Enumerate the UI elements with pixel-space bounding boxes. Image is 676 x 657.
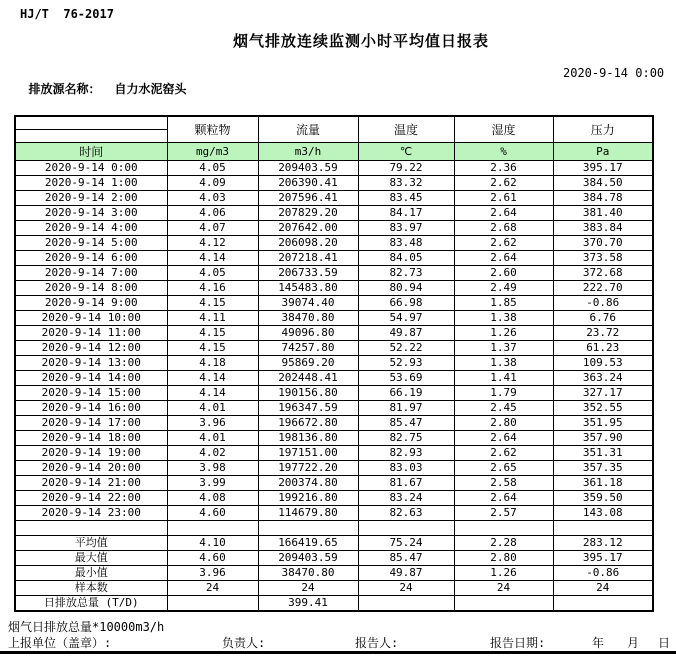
- row-label-cell: 2020-9-14 1:00: [15, 176, 167, 191]
- value-cell: 1.26: [454, 566, 553, 581]
- value-cell: 207829.20: [258, 206, 358, 221]
- value-cell: 24: [358, 581, 454, 596]
- value-cell: 4.60: [167, 506, 258, 521]
- value-cell: 1.26: [454, 326, 553, 341]
- emission-source-name: 自力水泥窑头: [114, 82, 187, 96]
- blank-cell: [258, 521, 358, 536]
- value-cell: 114679.80: [258, 506, 358, 521]
- row-label-cell: 2020-9-14 2:00: [15, 191, 167, 206]
- value-cell: 4.15: [167, 326, 258, 341]
- table-row: [15, 326, 653, 341]
- row-label-cell: 2020-9-14 11:00: [15, 326, 167, 341]
- row-label-cell: 2020-9-14 14:00: [15, 371, 167, 386]
- value-cell: [358, 596, 454, 612]
- value-cell: 196672.80: [258, 416, 358, 431]
- table-row: [15, 251, 653, 266]
- summary-row: [15, 566, 653, 581]
- value-cell: 373.58: [553, 251, 653, 266]
- flow-total-footnote: 烟气日排放总量*10000m3/h: [8, 620, 165, 634]
- row-label-cell: 2020-9-14 7:00: [15, 266, 167, 281]
- table-row: [15, 221, 653, 236]
- blank-row: [15, 521, 653, 536]
- value-cell: 200374.80: [258, 476, 358, 491]
- table-row: [15, 506, 653, 521]
- value-cell: 359.50: [553, 491, 653, 506]
- row-label-cell: 2020-9-14 20:00: [15, 461, 167, 476]
- value-cell: 24: [258, 581, 358, 596]
- value-cell: 66.19: [358, 386, 454, 401]
- value-cell: 2.28: [454, 536, 553, 551]
- value-cell: 4.02: [167, 446, 258, 461]
- value-cell: [454, 596, 553, 612]
- hourly-average-table: [14, 115, 654, 612]
- value-cell: 54.97: [358, 311, 454, 326]
- month-label: 月: [627, 636, 640, 650]
- value-cell: 327.17: [553, 386, 653, 401]
- blank-cell: [553, 521, 653, 536]
- value-cell: 1.38: [454, 356, 553, 371]
- value-cell: 2.61: [454, 191, 553, 206]
- value-cell: 384.78: [553, 191, 653, 206]
- value-cell: 4.16: [167, 281, 258, 296]
- table-row: [15, 401, 653, 416]
- value-cell: 2.58: [454, 476, 553, 491]
- value-cell: 384.50: [553, 176, 653, 191]
- value-cell: 1.41: [454, 371, 553, 386]
- row-label-cell: 最小值: [15, 566, 167, 581]
- table-row: [15, 161, 653, 176]
- value-cell: 4.05: [167, 266, 258, 281]
- value-cell: 74257.80: [258, 341, 358, 356]
- value-cell: 52.22: [358, 341, 454, 356]
- header-corner-cell-top: [15, 116, 167, 130]
- value-cell: 61.23: [553, 341, 653, 356]
- value-cell: 4.14: [167, 386, 258, 401]
- value-cell: 196347.59: [258, 401, 358, 416]
- table-row: [15, 191, 653, 206]
- row-label-cell: 2020-9-14 17:00: [15, 416, 167, 431]
- value-cell: 109.53: [553, 356, 653, 371]
- value-cell: 199216.80: [258, 491, 358, 506]
- header-corner-cell-bottom: [15, 130, 167, 143]
- value-cell: 209403.59: [258, 551, 358, 566]
- row-label-cell: 2020-9-14 22:00: [15, 491, 167, 506]
- value-cell: 4.01: [167, 401, 258, 416]
- value-cell: 39074.40: [258, 296, 358, 311]
- value-cell: 2.57: [454, 506, 553, 521]
- unit-cell-temperature: ℃: [358, 143, 454, 161]
- value-cell: 399.41: [258, 596, 358, 612]
- emission-source-label: 排放源名称：: [28, 82, 101, 96]
- row-label-cell: 2020-9-14 3:00: [15, 206, 167, 221]
- report-date-label: 报告日期:: [490, 636, 546, 650]
- value-cell: 4.01: [167, 431, 258, 446]
- value-cell: 143.08: [553, 506, 653, 521]
- row-label-cell: 2020-9-14 8:00: [15, 281, 167, 296]
- value-cell: 2.36: [454, 161, 553, 176]
- table-row: [15, 341, 653, 356]
- value-cell: 2.62: [454, 446, 553, 461]
- value-cell: 2.62: [454, 176, 553, 191]
- value-cell: 381.40: [553, 206, 653, 221]
- value-cell: 38470.80: [258, 566, 358, 581]
- row-label-cell: 日排放总量 (T/D): [15, 596, 167, 612]
- unit-cell-pressure: Pa: [553, 143, 653, 161]
- value-cell: 3.96: [167, 416, 258, 431]
- value-cell: [167, 596, 258, 612]
- value-cell: 2.80: [454, 416, 553, 431]
- year-label: 年: [592, 636, 605, 650]
- value-cell: 207596.41: [258, 191, 358, 206]
- table-row: [15, 236, 653, 251]
- value-cell: 4.60: [167, 551, 258, 566]
- value-cell: -0.86: [553, 296, 653, 311]
- value-cell: 4.05: [167, 161, 258, 176]
- value-cell: 1.37: [454, 341, 553, 356]
- value-cell: 82.75: [358, 431, 454, 446]
- value-cell: 198136.80: [258, 431, 358, 446]
- emission-source-line: [14, 66, 186, 97]
- value-cell: 4.03: [167, 191, 258, 206]
- blank-cell: [167, 521, 258, 536]
- value-cell: 83.45: [358, 191, 454, 206]
- value-cell: 23.72: [553, 326, 653, 341]
- value-cell: 2.68: [454, 221, 553, 236]
- row-label-cell: 2020-9-14 9:00: [15, 296, 167, 311]
- signature-line: [0, 634, 676, 650]
- value-cell: 4.14: [167, 371, 258, 386]
- value-cell: 351.31: [553, 446, 653, 461]
- value-cell: 2.80: [454, 551, 553, 566]
- value-cell: 207218.41: [258, 251, 358, 266]
- value-cell: 357.90: [553, 431, 653, 446]
- col-header-temperature: 温度: [358, 116, 454, 143]
- value-cell: 283.12: [553, 536, 653, 551]
- value-cell: 190156.80: [258, 386, 358, 401]
- unit-cell-particulate: mg/m3: [167, 143, 258, 161]
- table-row: [15, 281, 653, 296]
- summary-rows: [15, 536, 653, 612]
- value-cell: 3.99: [167, 476, 258, 491]
- summary-row: [15, 536, 653, 551]
- value-cell: 49096.80: [258, 326, 358, 341]
- value-cell: 4.15: [167, 341, 258, 356]
- reporter-label: 报告人:: [355, 636, 399, 650]
- row-label-cell: 2020-9-14 21:00: [15, 476, 167, 491]
- row-label-cell: 2020-9-14 12:00: [15, 341, 167, 356]
- value-cell: 82.73: [358, 266, 454, 281]
- row-label-cell: 2020-9-14 16:00: [15, 401, 167, 416]
- value-cell: 2.45: [454, 401, 553, 416]
- value-cell: 79.22: [358, 161, 454, 176]
- table-row: [15, 491, 653, 506]
- report-datetime: 2020-9-14 0:00: [563, 66, 665, 80]
- value-cell: 83.03: [358, 461, 454, 476]
- row-label-cell: 2020-9-14 10:00: [15, 311, 167, 326]
- value-cell: 1.38: [454, 311, 553, 326]
- value-cell: 84.05: [358, 251, 454, 266]
- value-cell: 4.10: [167, 536, 258, 551]
- table-row: [15, 431, 653, 446]
- value-cell: 80.94: [358, 281, 454, 296]
- value-cell: 4.14: [167, 251, 258, 266]
- value-cell: 4.18: [167, 356, 258, 371]
- table-row: [15, 446, 653, 461]
- value-cell: 383.84: [553, 221, 653, 236]
- value-cell: 4.07: [167, 221, 258, 236]
- value-cell: 206733.59: [258, 266, 358, 281]
- value-cell: 82.93: [358, 446, 454, 461]
- value-cell: 207642.00: [258, 221, 358, 236]
- standard-number: HJ/T 76-2017: [20, 7, 114, 21]
- value-cell: [553, 596, 653, 612]
- table-row: [15, 416, 653, 431]
- table-row: [15, 266, 653, 281]
- header-row-top: [15, 116, 653, 130]
- value-cell: 2.64: [454, 206, 553, 221]
- row-label-cell: 2020-9-14 0:00: [15, 161, 167, 176]
- table-row: [15, 371, 653, 386]
- table-row: [15, 176, 653, 191]
- value-cell: 2.64: [454, 491, 553, 506]
- value-cell: 372.68: [553, 266, 653, 281]
- value-cell: 84.17: [358, 206, 454, 221]
- row-label-cell: 平均值: [15, 536, 167, 551]
- value-cell: 166419.65: [258, 536, 358, 551]
- page-title: 烟气排放连续监测小时平均值日报表: [232, 32, 489, 50]
- row-label-cell: 样本数: [15, 581, 167, 596]
- row-label-cell: 2020-9-14 6:00: [15, 251, 167, 266]
- blank-cell: [358, 521, 454, 536]
- row-label-cell: 2020-9-14 23:00: [15, 506, 167, 521]
- value-cell: 1.85: [454, 296, 553, 311]
- value-cell: 95869.20: [258, 356, 358, 371]
- col-header-humidity: 湿度: [454, 116, 553, 143]
- value-cell: 222.70: [553, 281, 653, 296]
- value-cell: 24: [454, 581, 553, 596]
- bottom-divider: [0, 651, 676, 654]
- value-cell: 4.15: [167, 296, 258, 311]
- value-cell: 4.09: [167, 176, 258, 191]
- value-cell: 4.12: [167, 236, 258, 251]
- value-cell: 2.64: [454, 251, 553, 266]
- manager-label: 负责人:: [222, 636, 266, 650]
- value-cell: 52.93: [358, 356, 454, 371]
- value-cell: 145483.80: [258, 281, 358, 296]
- value-cell: 2.65: [454, 461, 553, 476]
- table-row: [15, 206, 653, 221]
- table-row: [15, 311, 653, 326]
- row-label-cell: 2020-9-14 18:00: [15, 431, 167, 446]
- value-cell: 83.97: [358, 221, 454, 236]
- value-cell: 1.79: [454, 386, 553, 401]
- value-cell: 4.06: [167, 206, 258, 221]
- value-cell: 3.96: [167, 566, 258, 581]
- value-cell: 206098.20: [258, 236, 358, 251]
- value-cell: 209403.59: [258, 161, 358, 176]
- value-cell: -0.86: [553, 566, 653, 581]
- value-cell: 395.17: [553, 161, 653, 176]
- value-cell: 197151.00: [258, 446, 358, 461]
- value-cell: 357.35: [553, 461, 653, 476]
- row-label-cell: 2020-9-14 5:00: [15, 236, 167, 251]
- value-cell: 4.11: [167, 311, 258, 326]
- blank-cell: [15, 521, 167, 536]
- unit-cell-humidity: %: [454, 143, 553, 161]
- value-cell: 85.47: [358, 551, 454, 566]
- value-cell: 2.49: [454, 281, 553, 296]
- summary-row: [15, 596, 653, 612]
- value-cell: 202448.41: [258, 371, 358, 386]
- value-cell: 83.32: [358, 176, 454, 191]
- day-label: 日: [658, 636, 671, 650]
- table-row: [15, 296, 653, 311]
- value-cell: 81.67: [358, 476, 454, 491]
- row-label-cell: 2020-9-14 19:00: [15, 446, 167, 461]
- value-cell: 24: [167, 581, 258, 596]
- value-cell: 6.76: [553, 311, 653, 326]
- row-label-cell: 2020-9-14 15:00: [15, 386, 167, 401]
- value-cell: 49.87: [358, 326, 454, 341]
- table-row: [15, 461, 653, 476]
- reporting-unit-label: 上报单位（盖章）:: [8, 636, 112, 650]
- value-cell: 395.17: [553, 551, 653, 566]
- blank-cell: [454, 521, 553, 536]
- value-cell: 24: [553, 581, 653, 596]
- col-header-particulate: 颗粒物: [167, 116, 258, 143]
- value-cell: 2.64: [454, 431, 553, 446]
- table-row: [15, 386, 653, 401]
- value-cell: 206390.41: [258, 176, 358, 191]
- value-cell: 85.47: [358, 416, 454, 431]
- unit-cell-flow: m3/h: [258, 143, 358, 161]
- row-label-cell: 2020-9-14 13:00: [15, 356, 167, 371]
- row-label-cell: 2020-9-14 4:00: [15, 221, 167, 236]
- col-header-flow: 流量: [258, 116, 358, 143]
- table-row: [15, 476, 653, 491]
- value-cell: 2.60: [454, 266, 553, 281]
- value-cell: 53.69: [358, 371, 454, 386]
- separator-section: [15, 521, 653, 536]
- data-rows: [15, 161, 653, 521]
- value-cell: 351.95: [553, 416, 653, 431]
- summary-row: [15, 581, 653, 596]
- value-cell: 197722.20: [258, 461, 358, 476]
- value-cell: 352.55: [553, 401, 653, 416]
- row-label-cell: 最大值: [15, 551, 167, 566]
- time-header-cell: 时间: [15, 143, 167, 161]
- value-cell: 83.48: [358, 236, 454, 251]
- summary-row: [15, 551, 653, 566]
- value-cell: 75.24: [358, 536, 454, 551]
- value-cell: 361.18: [553, 476, 653, 491]
- units-row: [15, 143, 653, 161]
- value-cell: 66.98: [358, 296, 454, 311]
- value-cell: 49.87: [358, 566, 454, 581]
- value-cell: 38470.80: [258, 311, 358, 326]
- value-cell: 2.62: [454, 236, 553, 251]
- value-cell: 81.97: [358, 401, 454, 416]
- value-cell: 370.70: [553, 236, 653, 251]
- value-cell: 3.98: [167, 461, 258, 476]
- table-row: [15, 356, 653, 371]
- value-cell: 4.08: [167, 491, 258, 506]
- value-cell: 363.24: [553, 371, 653, 386]
- value-cell: 82.63: [358, 506, 454, 521]
- value-cell: 83.24: [358, 491, 454, 506]
- col-header-pressure: 压力: [553, 116, 653, 143]
